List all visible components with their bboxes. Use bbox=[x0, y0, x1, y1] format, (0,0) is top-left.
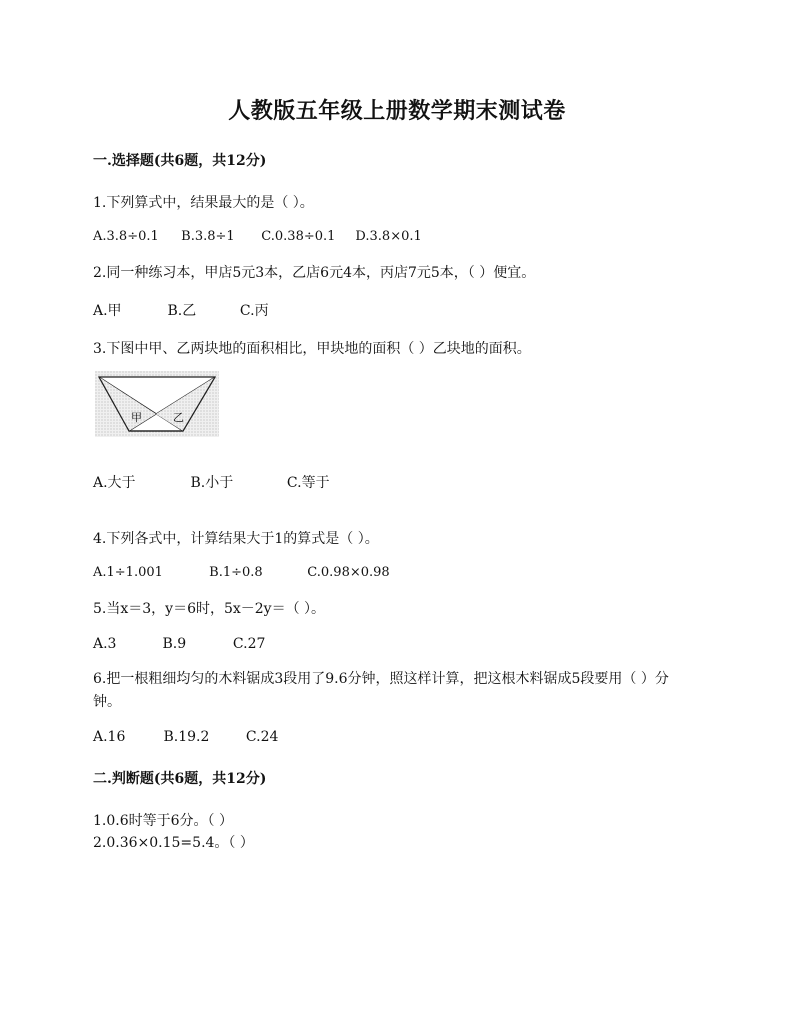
question-4-options bbox=[93, 565, 390, 580]
question-2-option-b: B.乙 bbox=[167, 303, 197, 319]
question-6-option-b: B.19.2 bbox=[163, 729, 210, 745]
question-3-options bbox=[93, 472, 330, 492]
question-1-option-d: D.3.8×0.1 bbox=[355, 229, 422, 244]
judgement-item-2: 2.0.36×0.15=5.4。（ ） bbox=[93, 835, 254, 851]
question-2-option-c: C.丙 bbox=[239, 303, 269, 319]
question-3-option-b: B.小于 bbox=[190, 475, 234, 491]
section-heading-choice: 一.选择题(共6题，共12分) bbox=[93, 153, 267, 169]
figure-label-jia: 甲 bbox=[131, 411, 142, 424]
figure-label-yi: 乙 bbox=[173, 411, 184, 424]
question-2-options bbox=[93, 300, 269, 320]
page-title: 人教版五年级上册数学期末测试卷 bbox=[228, 98, 566, 124]
question-5-option-c: C.27 bbox=[232, 636, 266, 652]
question-6-option-a: A.16 bbox=[93, 729, 126, 745]
question-4-option-a: A.1÷1.001 bbox=[93, 565, 163, 580]
question-1-options bbox=[93, 229, 422, 244]
question-2-option-a: A.甲 bbox=[93, 303, 122, 319]
question-1-option-a: A.3.8÷0.1 bbox=[93, 229, 159, 244]
question-3-option-a: A.大于 bbox=[93, 475, 136, 491]
question-1-stem: 1.下列算式中，结果最大的是（ ）。 bbox=[93, 195, 314, 211]
question-6-stem: 6.把一根粗细均匀的木料锯成3段用了9.6分钟，照这样计算，把这根木料锯成5段要用（ ）分钟。 bbox=[93, 671, 669, 710]
question-3-option-c: C.等于 bbox=[286, 475, 330, 491]
trapezoid-figure bbox=[95, 371, 219, 437]
question-4-stem: 4.下列各式中，计算结果大于1的算式是（ ）。 bbox=[93, 531, 379, 547]
question-5-options bbox=[93, 636, 265, 652]
question-4-option-b: B.1÷0.8 bbox=[209, 565, 263, 580]
question-2-stem: 2.同一种练习本，甲店5元3本，乙店6元4本，丙店7元5本，（ ）便宜。 bbox=[93, 265, 536, 281]
question-5-option-a: A.3 bbox=[93, 636, 117, 652]
question-4-option-c: C.0.98×0.98 bbox=[307, 565, 390, 580]
judgement-item-1: 1.0.6时等于6分。（ ） bbox=[93, 813, 233, 829]
question-5-option-b: B.9 bbox=[162, 636, 187, 652]
question-6-option-c: C.24 bbox=[245, 729, 279, 745]
question-1-option-b: B.3.8÷1 bbox=[181, 229, 235, 244]
question-3-stem: 3.下图中甲、乙两块地的面积相比，甲块地的面积（ ）乙块地的面积。 bbox=[93, 341, 531, 357]
section-heading-judgement: 二.判断题(共6题，共12分) bbox=[93, 771, 267, 787]
question-1-option-c: C.0.38÷0.1 bbox=[261, 229, 336, 244]
question-6-options bbox=[93, 729, 278, 745]
question-5-stem: 5.当x＝3，y＝6时，5x－2y＝（ ）。 bbox=[93, 601, 326, 617]
